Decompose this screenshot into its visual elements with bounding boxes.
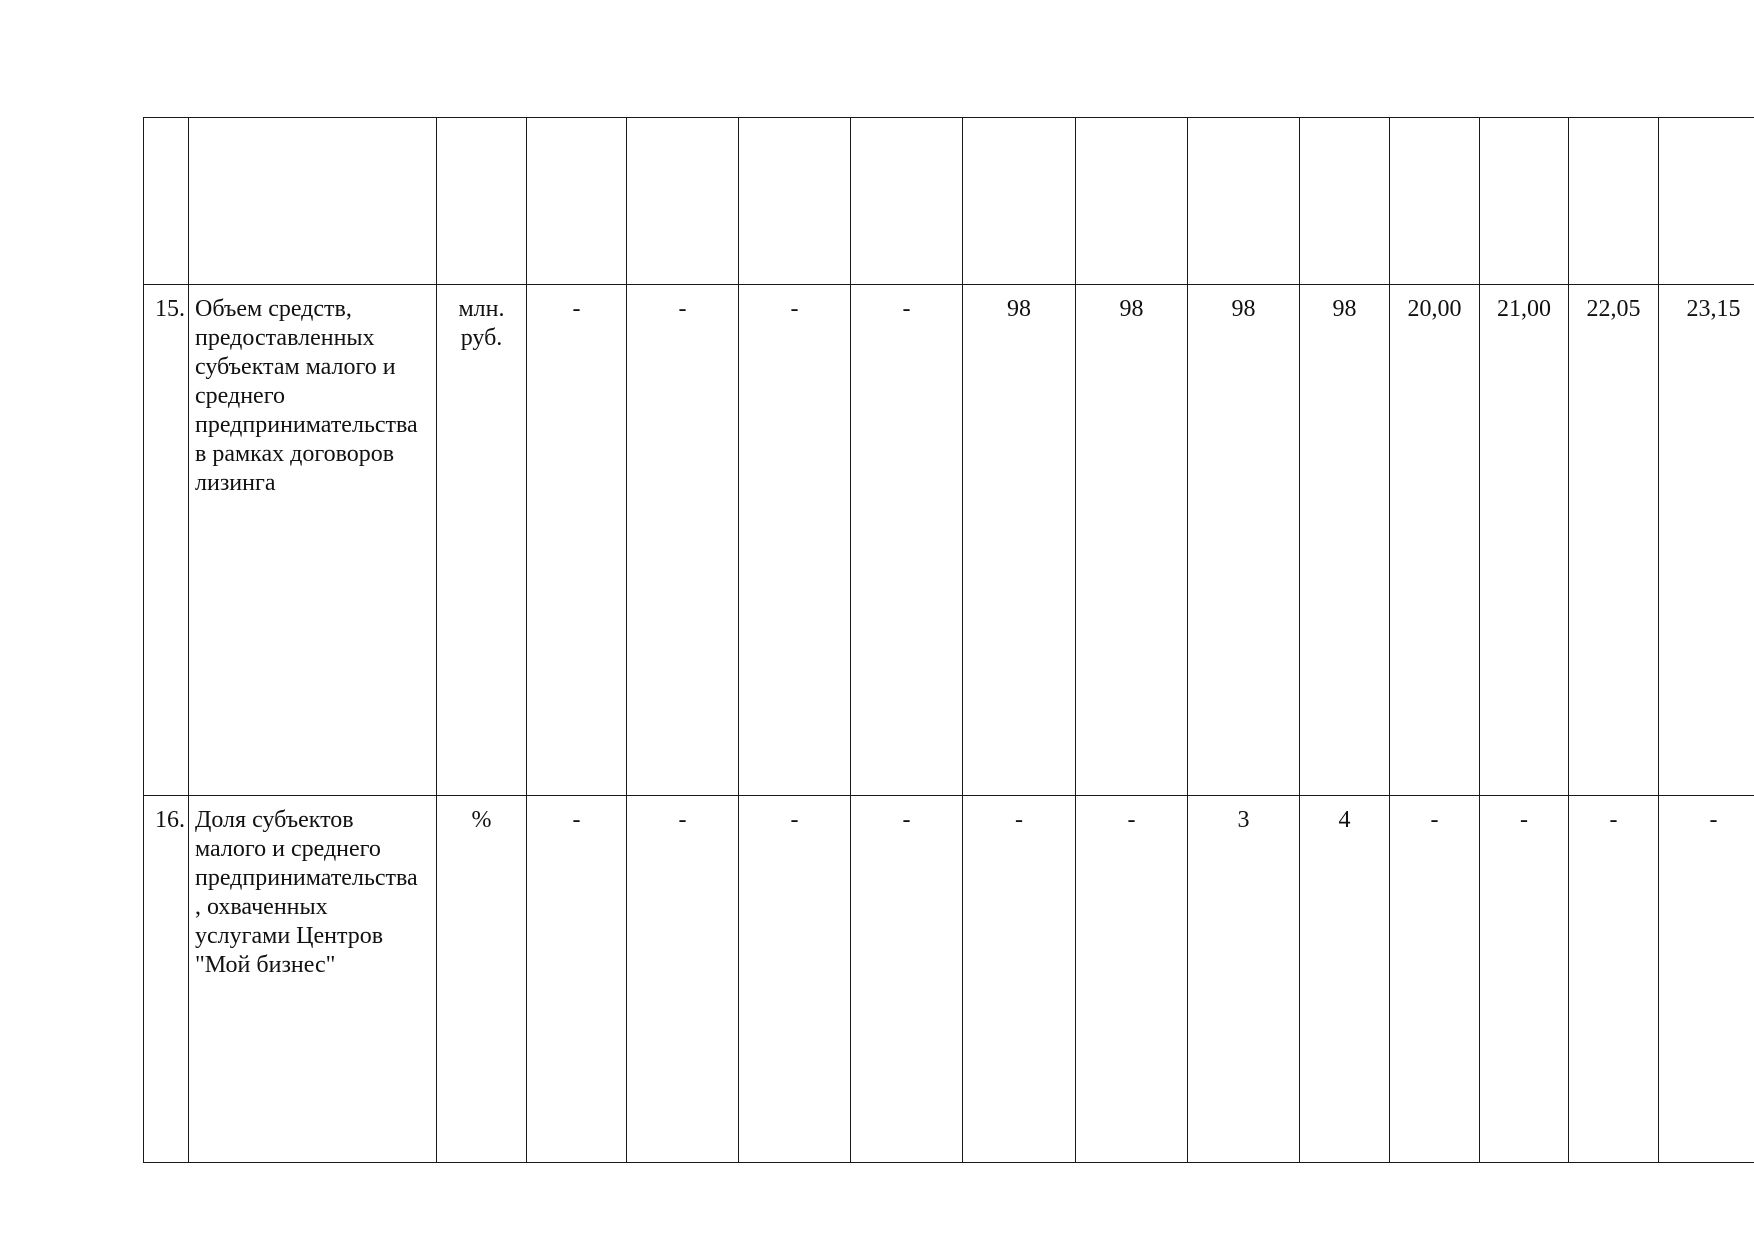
table-cell: [144, 118, 189, 285]
row-number: 16.: [144, 796, 189, 1163]
table-cell: [627, 118, 739, 285]
value-cell: -: [1076, 796, 1188, 1163]
value-cell: 23,15: [1659, 285, 1754, 796]
value-cell: -: [627, 285, 739, 796]
value-cell: -: [627, 796, 739, 1163]
table-cell: [739, 118, 851, 285]
value-cell: -: [739, 285, 851, 796]
row-number: 15.: [144, 285, 189, 796]
value-cell: -: [527, 796, 627, 1163]
table-row-16: [144, 796, 1754, 1163]
value-cell: 98: [1300, 285, 1390, 796]
value-cell: -: [1480, 796, 1569, 1163]
value-cell: -: [1659, 796, 1754, 1163]
value-cell: -: [739, 796, 851, 1163]
value-cell: 22,05: [1569, 285, 1659, 796]
value-cell: 3: [1188, 796, 1300, 1163]
value-cell: 98: [1188, 285, 1300, 796]
table-cell: [1569, 118, 1659, 285]
table-cell: [1659, 118, 1754, 285]
table-cell: [851, 118, 963, 285]
table-cell: [1480, 118, 1569, 285]
value-cell: -: [1569, 796, 1659, 1163]
table-cell: [1390, 118, 1480, 285]
value-cell: -: [1390, 796, 1480, 1163]
unit-of-measure: %: [437, 796, 527, 1163]
indicator-name: Доля субъектов малого и среднего предпринимательства , охваченных услугами Центров "Мой бизнес": [189, 796, 437, 1163]
table-cell: [1188, 118, 1300, 285]
indicator-name: Объем средств, предоставленных субъектам малого и среднего предпринимательства в рамках договоров лизинга: [189, 285, 437, 796]
table-row-header-continuation: [144, 118, 1754, 285]
table-cell: [437, 118, 527, 285]
table-row-15: [144, 285, 1754, 796]
table-cell: [189, 118, 437, 285]
value-cell: -: [851, 285, 963, 796]
table-cell: [963, 118, 1076, 285]
value-cell: 98: [1076, 285, 1188, 796]
value-cell: 21,00: [1480, 285, 1569, 796]
indicators-table: [143, 117, 1754, 1163]
table-cell: [1300, 118, 1390, 285]
document-page: [143, 117, 1754, 1164]
value-cell: 20,00: [1390, 285, 1480, 796]
value-cell: 98: [963, 285, 1076, 796]
table-cell: [1076, 118, 1188, 285]
value-cell: -: [527, 285, 627, 796]
value-cell: -: [963, 796, 1076, 1163]
value-cell: -: [851, 796, 963, 1163]
table-cell: [527, 118, 627, 285]
unit-of-measure: млн. руб.: [437, 285, 527, 796]
value-cell: 4: [1300, 796, 1390, 1163]
